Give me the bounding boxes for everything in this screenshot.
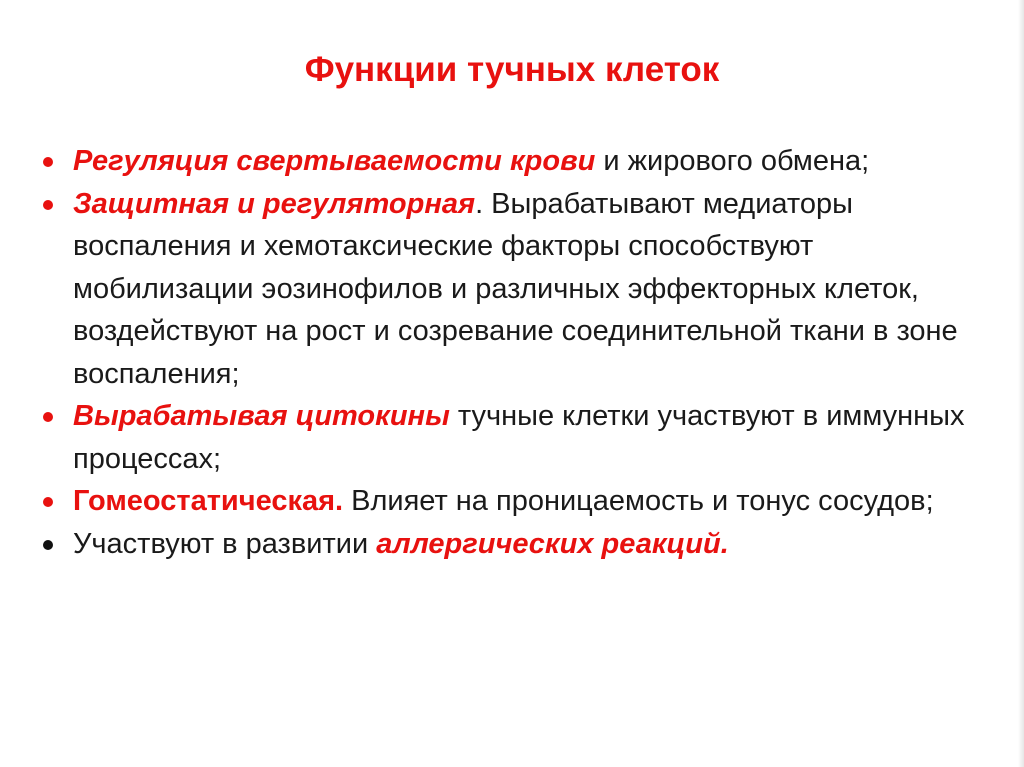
bullet-highlight: аллергических реакций.: [376, 527, 729, 560]
bullet-text: и жирового обмена;: [595, 145, 870, 177]
bullet-item-cytokines: [40, 395, 990, 480]
bullet-highlight: Защитная и регуляторная: [73, 187, 476, 220]
bullet-item-coagulation: [40, 140, 990, 183]
bullet-item-homeostatic: [40, 480, 990, 523]
bullet-dot-icon: [43, 412, 53, 422]
bullet-dot-icon: [43, 157, 53, 167]
slide-edge-shadow: [1018, 0, 1024, 767]
bullet-text: тучные клетки участвуют в иммунных процессах;: [73, 400, 965, 475]
bullet-highlight: Регуляция свертываемости крови: [73, 145, 596, 177]
bullet-list: [40, 140, 990, 565]
bullet-text: Участвуют в развитии: [73, 527, 377, 560]
bullet-dot-icon: [43, 540, 53, 550]
bullet-highlight: Вырабатывая цитокины: [73, 400, 450, 432]
bullet-item-protective: [40, 183, 990, 396]
slide-title: Функции тучных клеток: [304, 50, 720, 89]
bullet-text: . Вырабатывают медиаторы воспаления и хемотаксические факторы способствуют мобилизации эозинофилов и различных эффекторных клеток, воздействуют на рост и созревание соединительной ткани в зоне воспаления;: [73, 187, 958, 390]
bullet-dot-icon: [43, 200, 53, 210]
bullet-item-allergic: [40, 523, 990, 566]
bullet-highlight: Гомеостатическая.: [73, 485, 344, 517]
bullet-dot-icon: [43, 497, 53, 507]
bullet-text: Влияет на проницаемость и тонус сосудов;: [343, 485, 934, 517]
